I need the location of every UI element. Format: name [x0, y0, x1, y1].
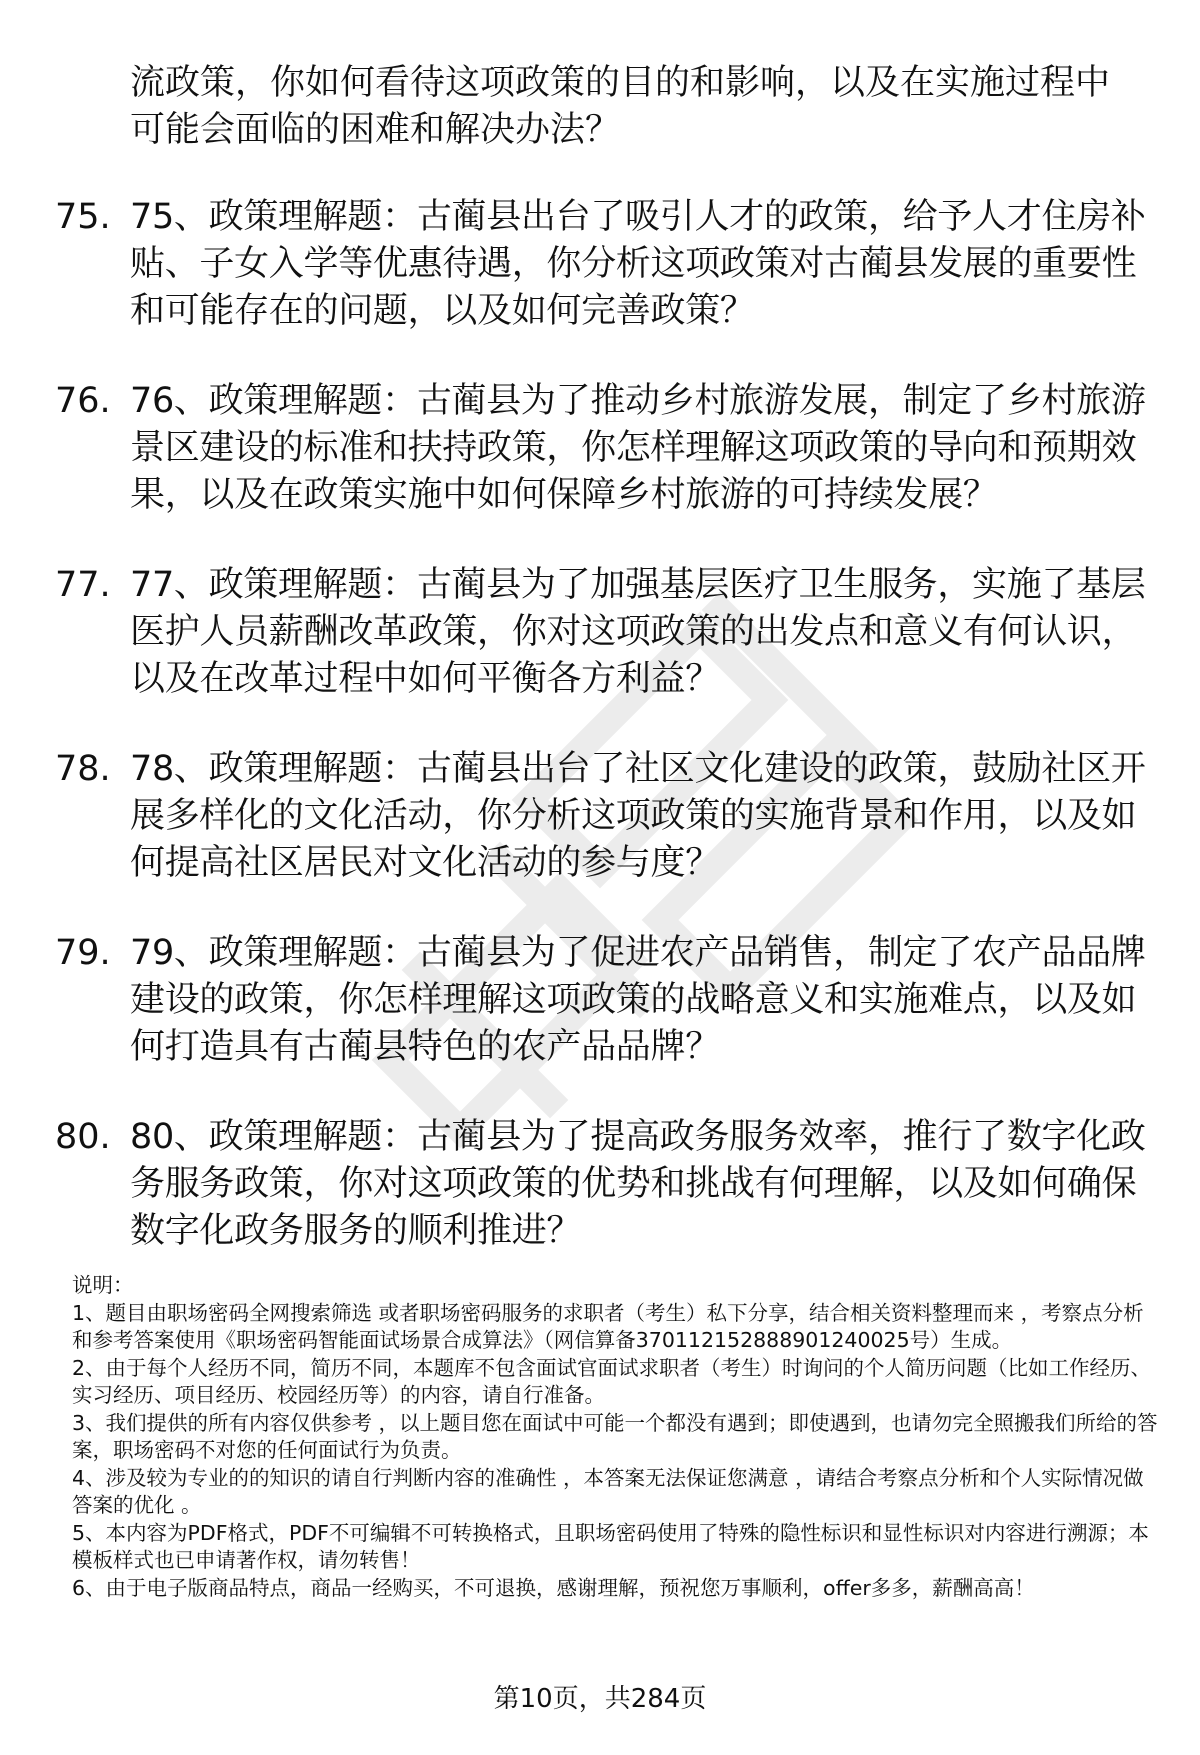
page-number-footer: 第10页，共284页	[493, 1684, 707, 1714]
question-text: 75、政策理解题：古蔺县出台了吸引人才的政策，给予人才住房补贴、子女入学等优惠待遇，你分析这项政策对古蔺县发展的重要性和可能存在的问题，以及如何完善政策？	[130, 197, 1146, 331]
question-item	[0, 746, 1200, 930]
note-item: 2、由于每个人经历不同，简历不同，本题库不包含面试官面试求职者（考生）时询问的个人简历问题（比如工作经历、实习经历、项目经历、校园经历等）的内容，请自行准备。	[72, 1355, 1152, 1407]
note-item: 3、我们提供的所有内容仅供参考 ，以上题目您在面试中可能一个都没有遇到；即使遇到，也请勿完全照搬我们所给的答案，职场密码不对您的任何面试行为负责。	[72, 1410, 1158, 1462]
question-item	[0, 194, 1200, 378]
question-item	[0, 562, 1200, 746]
note-item: 1、题目由职场密码全网搜索筛选 或者职场密码服务的求职者（考生）私下分享，结合相关资料整理而来 ，考察点分析和参考答案使用《职场密码智能面试场景合成算法》（网信算备370112152888901240025号）生成。	[72, 1300, 1144, 1352]
question-number: 76.	[55, 381, 111, 421]
question-text: 77、政策理解题：古蔺县为了加强基层医疗卫生服务，实施了基层医护人员薪酬改革政策，你对这项政策的出发点和意义有何认识，以及在改革过程中如何平衡各方利益？	[130, 565, 1146, 699]
question-text: 80、政策理解题：古蔺县为了提高政务服务效率，推行了数字化政务服务政策，你对这项政策的优势和挑战有何理解，以及如何确保数字化政务服务的顺利推进？	[130, 1117, 1146, 1251]
question-text: 78、政策理解题：古蔺县出台了社区文化建设的政策，鼓励社区开展多样化的文化活动，你分析这项政策的实施背景和作用，以及如何提高社区居民对文化活动的参与度？	[130, 749, 1146, 883]
question-number: 75.	[55, 197, 111, 237]
question-item	[0, 930, 1200, 1114]
note-item: 4、涉及较为专业的的知识的请自行判断内容的准确性 ，本答案无法保证您满意 ，请结合考察点分析和个人实际情况做答案的优化 。	[72, 1465, 1144, 1517]
question-item	[0, 378, 1200, 562]
question-number: 77.	[55, 565, 111, 605]
notes-heading: 说明：	[72, 1273, 134, 1297]
question-text: 79、政策理解题：古蔺县为了促进农产品销售，制定了农产品品牌建设的政策，你怎样理解这项政策的战略意义和实施难点，以及如何打造具有古蔺县特色的农产品品牌？	[130, 933, 1146, 1067]
question-list	[0, 194, 1200, 1298]
note-item: 5、本内容为PDF格式，PDF不可编辑不可转换格式，且职场密码使用了特殊的隐性标识和显性标识对内容进行溯源；本模板样式也已申请著作权，请勿转售！	[72, 1520, 1149, 1572]
note-item: 6、由于电子版商品特点，商品一经购买，不可退换，感谢理解，预祝您万事顺利，offer多多，薪酬高高！	[72, 1575, 1035, 1600]
question-item	[0, 1114, 1200, 1298]
question-continuation-text: 流政策，你如何看待这项政策的目的和影响，以及在实施过程中可能会面临的困难和解决办法？	[130, 63, 1111, 150]
question-text: 76、政策理解题：古蔺县为了推动乡村旅游发展，制定了乡村旅游景区建设的标准和扶持政策，你怎样理解这项政策的导向和预期效果，以及在政策实施中如何保障乡村旅游的可持续发展？	[130, 381, 1146, 515]
question-number: 78.	[55, 749, 111, 789]
notes-section	[72, 1272, 1162, 1602]
question-number: 80.	[55, 1117, 111, 1157]
question-number: 79.	[55, 933, 111, 973]
